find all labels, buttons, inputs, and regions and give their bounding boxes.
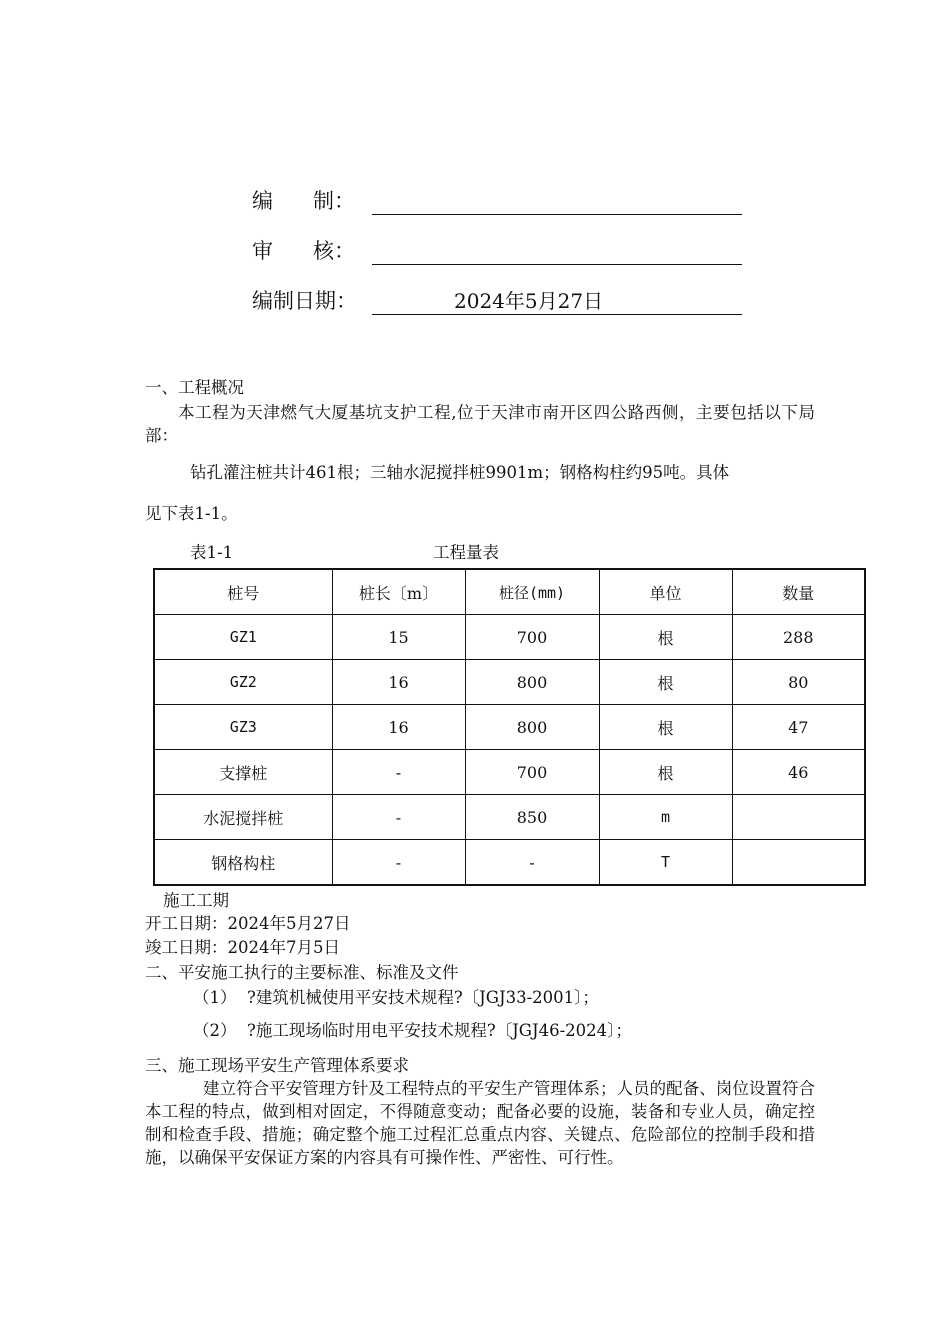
- cell-pile-diameter: 700: [465, 750, 599, 795]
- compile-date-label: 编制日期：: [252, 289, 357, 313]
- cell-pile-diameter: 700: [465, 615, 599, 660]
- table-row: [154, 615, 865, 660]
- cell-pile-length: -: [332, 750, 465, 795]
- completion-date: 竣工日期：2024年7月5日: [145, 938, 340, 957]
- cell-pile-diameter: 800: [465, 660, 599, 705]
- cell-pile-no: GZ1: [154, 615, 332, 660]
- cell-pile-diameter: 800: [465, 705, 599, 750]
- cell-pile-length: -: [332, 795, 465, 840]
- cell-quantity: [732, 795, 865, 840]
- section2-heading: 二、平安施工执行的主要标准、标准及文件: [145, 963, 459, 982]
- standard-item-1: （1） ?建筑机械使用平安技术规程?〔JGJ33-2001〕；: [193, 988, 599, 1007]
- compile-date-line: [372, 286, 742, 315]
- compile-date-value: 2024年5月27日: [454, 289, 604, 313]
- reviewed-by-line: [372, 236, 742, 265]
- section1-detail-line1: 钻孔灌注桩共计461根；三轴水泥搅拌桩9901m；钢格构柱约95吨。具体: [190, 463, 730, 482]
- cell-unit: T: [599, 840, 732, 886]
- cell-unit: m: [599, 795, 732, 840]
- cell-quantity: 288: [732, 615, 865, 660]
- cell-pile-diameter: 850: [465, 795, 599, 840]
- table-number: 表1-1: [190, 543, 234, 562]
- table-row: [154, 795, 865, 840]
- cell-unit: 根: [599, 615, 732, 660]
- cell-unit: 根: [599, 660, 732, 705]
- table-row: [154, 840, 865, 886]
- table-row: [154, 705, 865, 750]
- cell-pile-length: 15: [332, 615, 465, 660]
- cell-quantity: [732, 840, 865, 886]
- table-row: [154, 660, 865, 705]
- cell-pile-no: 钢格构柱: [154, 840, 332, 886]
- reviewed-by-label: 审 核：: [252, 239, 356, 263]
- cell-pile-no: GZ3: [154, 705, 332, 750]
- header-pile-length: 桩长〔m〕: [332, 569, 465, 615]
- cell-quantity: 46: [732, 750, 865, 795]
- cell-pile-length: 16: [332, 705, 465, 750]
- table-title: 工程量表: [433, 543, 499, 562]
- section3-heading: 三、施工现场平安生产管理体系要求: [145, 1056, 409, 1075]
- cell-pile-diameter: -: [465, 840, 599, 886]
- table-header-row: [154, 569, 865, 615]
- schedule-heading: 施工工期: [163, 891, 229, 910]
- table-row: [154, 750, 865, 795]
- cell-pile-no: 水泥搅拌桩: [154, 795, 332, 840]
- section3-body: 建立符合平安管理方针及工程特点的平安生产管理体系；人员的配备、岗位设置符合本工程的特点，做到相对固定，不得随意变动；配备必要的设施，装备和专业人员，确定控制和检查手段、措施；确定整个施工过程汇总重点内容、关键点、危险部位的控制手段和措施，以确保平安保证方案的内容具有可操作性、严密性、可行性。: [145, 1079, 815, 1167]
- section1-intro: 本工程为天津燃气大厦基坑支护工程,位于天津市南开区四公路西侧，主要包括以下局部：: [145, 403, 815, 445]
- standard-item-2: （2） ?施工现场临时用电平安技术规程?〔JGJ46-2024〕；: [193, 1021, 632, 1040]
- cell-quantity: 80: [732, 660, 865, 705]
- cell-pile-length: 16: [332, 660, 465, 705]
- start-date: 开工日期：2024年5月27日: [145, 914, 351, 933]
- compiled-by-line: [372, 186, 742, 215]
- cell-unit: 根: [599, 705, 732, 750]
- compiled-by-label: 编 制：: [252, 189, 356, 213]
- cell-quantity: 47: [732, 705, 865, 750]
- cell-unit: 根: [599, 750, 732, 795]
- cell-pile-length: -: [332, 840, 465, 886]
- quantity-table: [153, 568, 866, 886]
- cell-pile-no: GZ2: [154, 660, 332, 705]
- cell-pile-no: 支撑桩: [154, 750, 332, 795]
- header-pile-no: 桩号: [154, 569, 332, 615]
- header-quantity: 数量: [732, 569, 865, 615]
- section1-heading: 一、工程概况: [145, 378, 244, 397]
- section1-detail-line2: 见下表1-1。: [145, 504, 238, 523]
- header-pile-diameter: 桩径(mm): [465, 569, 599, 615]
- header-unit: 单位: [599, 569, 732, 615]
